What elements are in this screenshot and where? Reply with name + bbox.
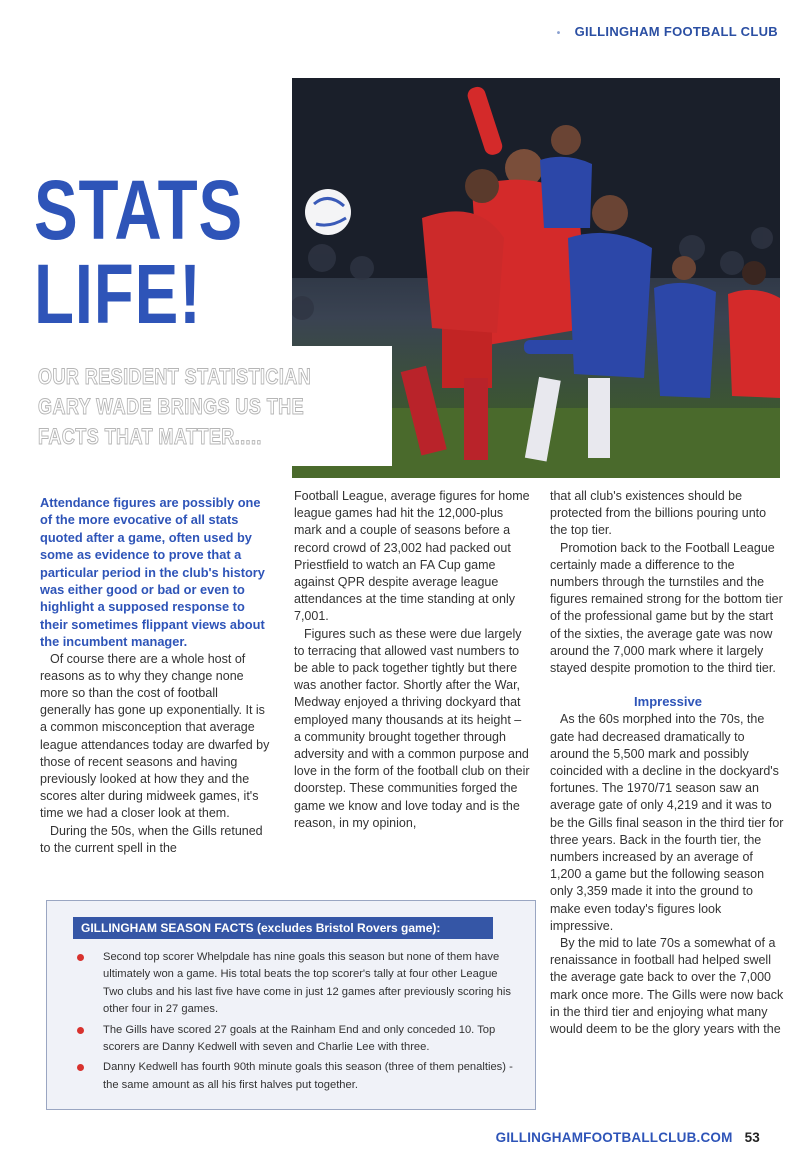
fact-text: The Gills have scored 27 goals at the Rainham End and only conceded 10. Top scorers are Danny Kedwell with seven and Charlie Lee with three. — [103, 1023, 496, 1054]
bullet-icon — [77, 1027, 84, 1034]
section-subheading: Impressive — [634, 694, 702, 710]
fact-text: Second top scorer Whelpdale has nine goals this season but none of them have ultimately won a game. His total beats the top scorer's tally at four other League Two clubs and his last five have come in just 12 games after previously scoring his other four in 27 games. — [103, 951, 511, 1016]
list-item — [65, 1022, 520, 1057]
article-subtitle: OUR RESIDENT STATISTICIAN GARY WADE BRINGS US THE FACTS THAT MATTER..... — [38, 364, 312, 449]
bullet-icon — [77, 1064, 84, 1071]
article-title — [34, 163, 243, 341]
text-column-2 — [294, 488, 530, 832]
header-dot-icon: • — [556, 28, 561, 39]
title-line-2: LIFE! — [34, 247, 202, 341]
text-column-1 — [40, 494, 272, 857]
body-paragraph: As the 60s morphed into the 70s, the gate had decreased dramatically to around the 5,500 mark and possibly coincided with a decline in the dockyard's fortunes. The 1970/71 season saw an average gate of only 4,219 and it was to be the Gills final season in the third tier for three years. Back in the fourth tier, the numbers increased by an average of 1,200 a game but the following season only 3,359 made it into the ground to make even today's figures look impressive. — [550, 712, 784, 933]
header-club-name: GILLINGHAM FOOTBALL CLUB — [574, 24, 778, 39]
body-paragraph: During the 50s, when the Gills retuned to the current spell in the — [40, 823, 263, 855]
footer-website: GILLINGHAMFOOTBALLCLUB.COM — [495, 1130, 733, 1145]
page-number: 53 — [744, 1130, 760, 1145]
body-paragraph: that all club's existences should be protected from the billions pouring unto the top tier. — [550, 489, 767, 538]
fact-text: Danny Kedwell has fourth 90th minute goals this season (three of them penalties) - the same amount as all his first halves put together. — [103, 1061, 513, 1091]
title-line-1: STATS — [34, 163, 243, 257]
body-paragraph: Promotion back to the Football League certainly made a difference to the numbers through the turnstiles and the figures remained strong for the bottom tier of the professional game but by the start of the sixties, the average gate was now around the 7,000 mark where it largely stayed despite promotion to the third tier. — [550, 540, 783, 676]
season-facts-box — [46, 900, 536, 1110]
bullet-icon — [77, 954, 84, 961]
running-header — [557, 24, 778, 39]
body-paragraph: Football League, average figures for home league games had hit the 12,000-plus mark and a couple of seasons before a record crowd of 23,002 had packed out Priestfield to watch an FA Cup game against QPR despite average league attendances at the time standing at only 7,001. — [294, 489, 530, 624]
body-paragraph: By the mid to late 70s a somewhat of a renaissance in football had helped swell the average gate back to over the 7,000 mark once more. The Gills were now back in the third tier and enjoying what many would deem to be the glory years with the — [550, 936, 784, 1037]
season-facts-heading: GILLINGHAM SEASON FACTS (excludes Bristol Rovers game): — [73, 917, 493, 939]
football-icon — [305, 189, 351, 235]
list-item — [65, 949, 520, 1019]
text-column-3 — [550, 488, 786, 1038]
body-paragraph: Of course there are a whole host of reasons as to why they change none more so than the cost of football generally has gone up exponentially. It is a common misconception that average league attendances today are dwarfed by those of recent seasons and having previously looked at how they and the scores alter during midweek games, it's time we had a closer look at them. — [40, 651, 270, 821]
list-item — [65, 1059, 520, 1094]
season-facts-list — [65, 949, 520, 1097]
lead-paragraph: Attendance figures are possibly one of the more evocative of all stats quoted after a game, often used by some as evidence to prove that a particular period in the club's history was either good or bad or even to highlight a supposed response to their sometimes flippant views about the incumbent manager. — [40, 495, 265, 650]
page-footer — [496, 1130, 760, 1145]
body-paragraph: Figures such as these were due largely to terracing that allowed vast numbers to be able to pack together tightly but there was another factor. Shortly after the War, Medway enjoyed a thriving dockyard that employed many thousands at its height – a community brought together through adversity and with a common purpose and love in the form of the football club on their doorstep. These communities forged the game we know and love today and is the reason, in my opinion, — [294, 626, 530, 830]
